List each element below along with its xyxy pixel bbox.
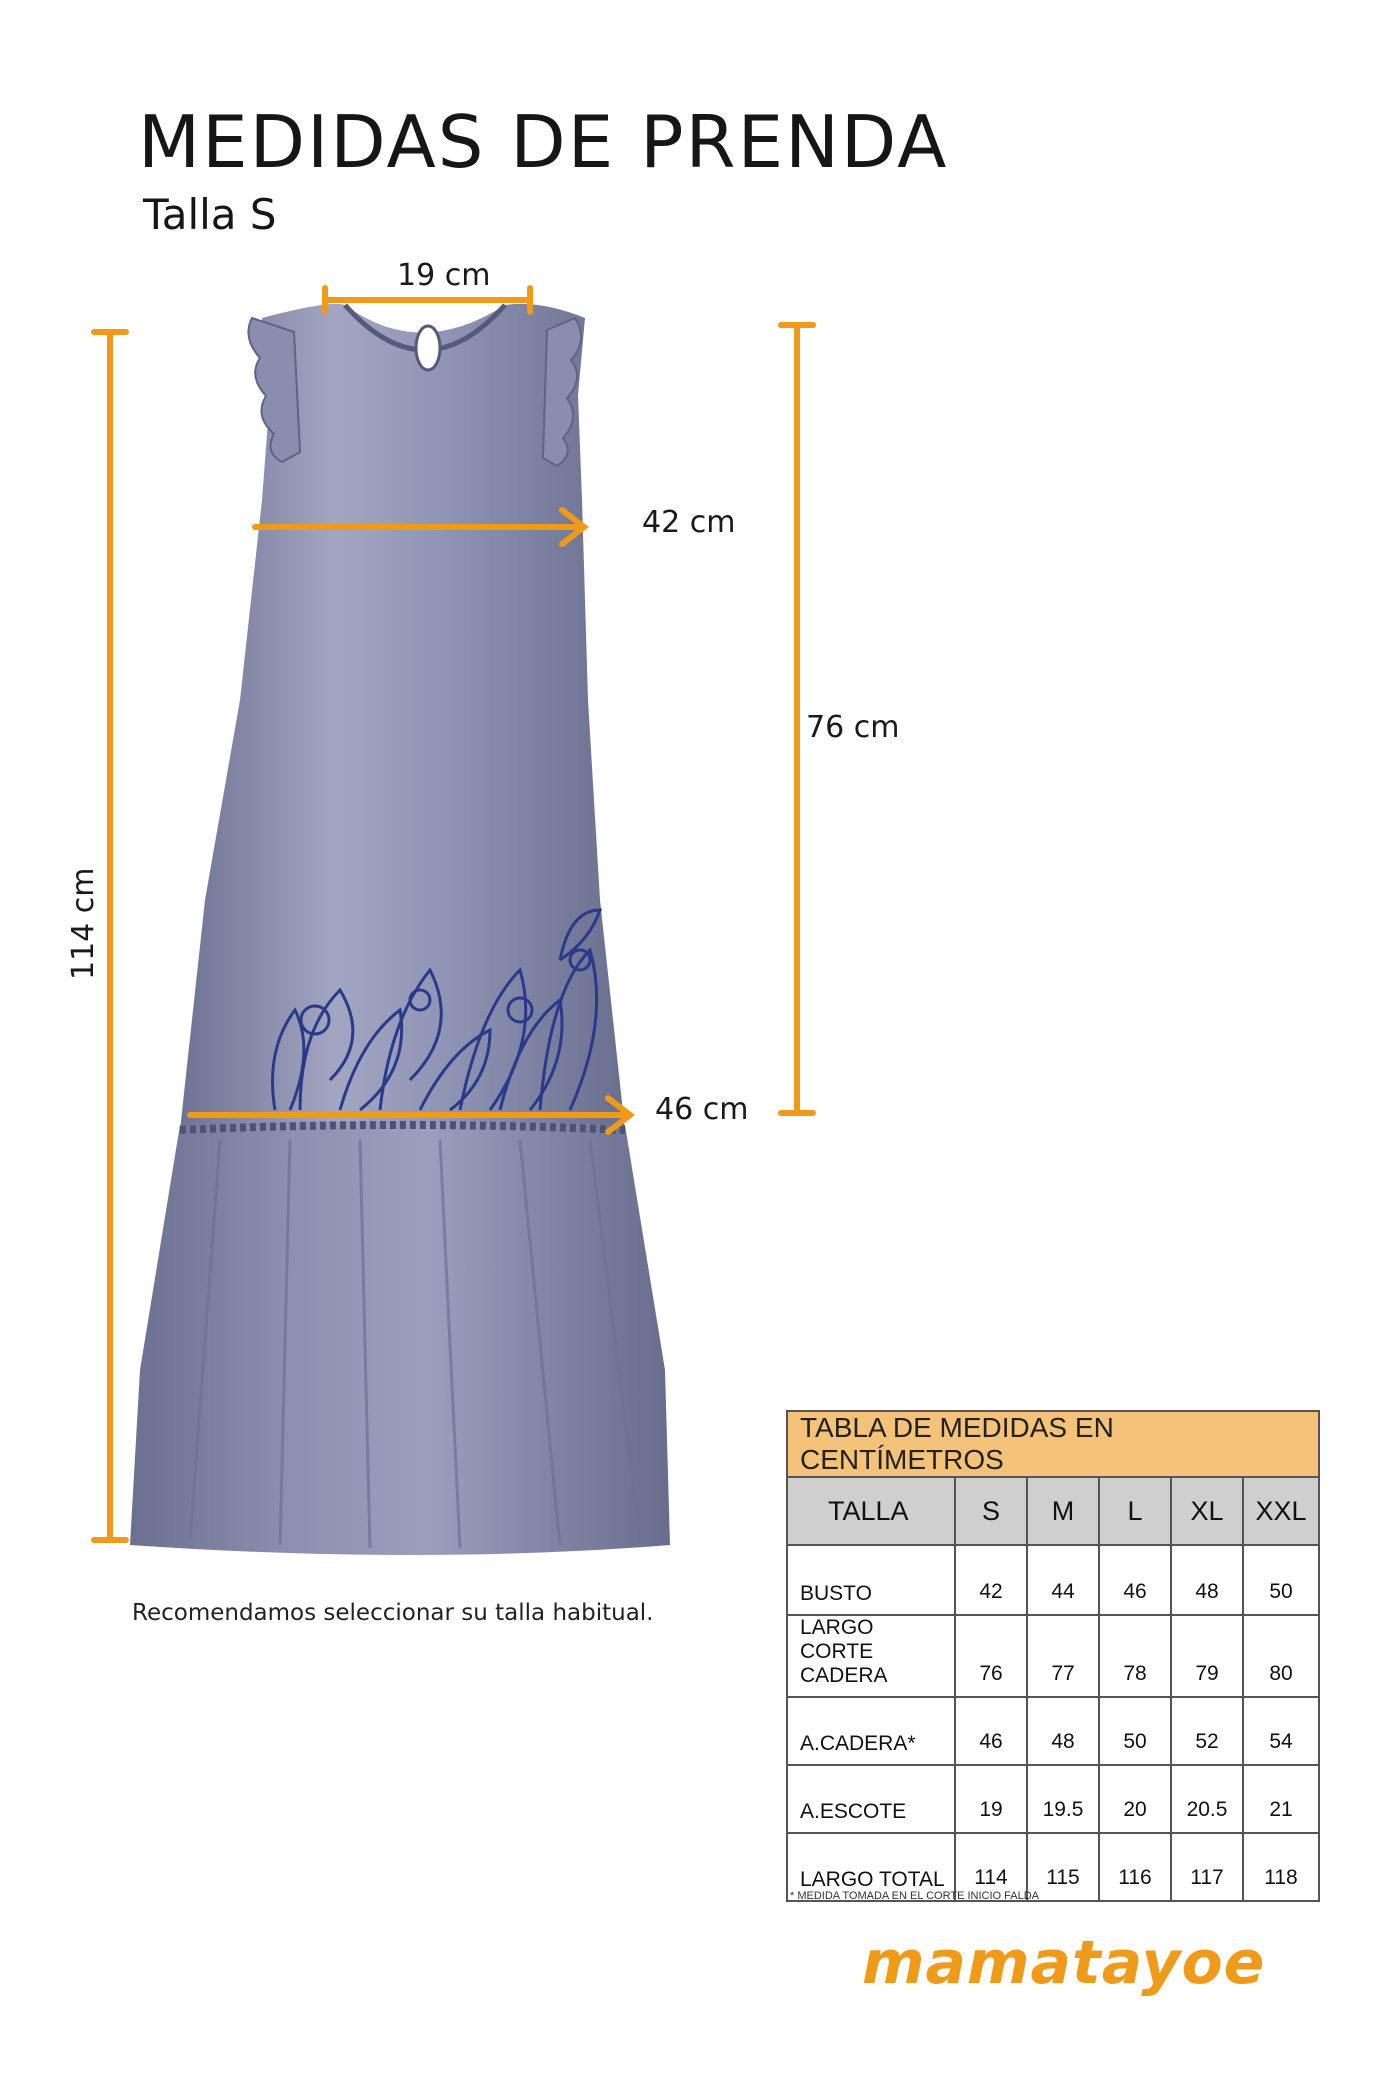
table-caption: TABLA DE MEDIDAS EN CENTÍMETROS bbox=[787, 1411, 1319, 1477]
table-header-row bbox=[787, 1477, 1319, 1545]
table-cell: 115 bbox=[1027, 1833, 1099, 1901]
page-title: MEDIDAS DE PRENDA bbox=[138, 100, 949, 184]
table-cell: 20.5 bbox=[1171, 1765, 1243, 1833]
table-cell: 48 bbox=[1171, 1545, 1243, 1615]
table-cell: 42 bbox=[955, 1545, 1027, 1615]
size-subtitle: Talla S bbox=[143, 190, 277, 239]
table-cell: 52 bbox=[1171, 1697, 1243, 1765]
header-cell: L bbox=[1099, 1477, 1171, 1545]
table-cell: 114 bbox=[955, 1833, 1027, 1901]
table-cell: 46 bbox=[1099, 1545, 1171, 1615]
header-cell: XL bbox=[1171, 1477, 1243, 1545]
hip-measurement: 46 cm bbox=[655, 1092, 749, 1127]
table-cell: 21 bbox=[1243, 1765, 1319, 1833]
table-cell: 117 bbox=[1171, 1833, 1243, 1901]
table-cell: 19 bbox=[955, 1765, 1027, 1833]
header-cell: XXL bbox=[1243, 1477, 1319, 1545]
brand-logo: mamatayoe bbox=[862, 1928, 1266, 1998]
table-row bbox=[787, 1545, 1319, 1615]
table-cell: 19.5 bbox=[1027, 1765, 1099, 1833]
neck-measurement: 19 cm bbox=[397, 258, 491, 293]
table-cell: 80 bbox=[1243, 1615, 1319, 1697]
table-cell: 79 bbox=[1171, 1615, 1243, 1697]
table-row bbox=[787, 1765, 1319, 1833]
row-label: LARGO TOTAL bbox=[787, 1833, 955, 1901]
hip-length-measurement: 76 cm bbox=[806, 710, 900, 745]
table-cell: 116 bbox=[1099, 1833, 1171, 1901]
table-cell: 54 bbox=[1243, 1697, 1319, 1765]
header-cell: TALLA bbox=[787, 1477, 955, 1545]
table-cell: 118 bbox=[1243, 1833, 1319, 1901]
skirt bbox=[130, 1122, 670, 1556]
table-cell: 50 bbox=[1243, 1545, 1319, 1615]
header-cell: M bbox=[1027, 1477, 1099, 1545]
header-cell: S bbox=[955, 1477, 1027, 1545]
table-cell: 50 bbox=[1099, 1697, 1171, 1765]
total-length-measurement: 114 cm bbox=[66, 867, 101, 980]
row-label: A.ESCOTE bbox=[787, 1765, 955, 1833]
size-chart-table bbox=[786, 1410, 1320, 1902]
bust-measurement: 42 cm bbox=[642, 505, 736, 540]
table-cell: 48 bbox=[1027, 1697, 1099, 1765]
table-cell: 76 bbox=[955, 1615, 1027, 1697]
table-cell: 78 bbox=[1099, 1615, 1171, 1697]
table-cell: 46 bbox=[955, 1697, 1027, 1765]
left-ruffle bbox=[248, 318, 300, 462]
row-label: LARGO CORTE CADERA bbox=[787, 1615, 955, 1697]
table-cell: 77 bbox=[1027, 1615, 1099, 1697]
table-row bbox=[787, 1615, 1319, 1697]
table-cell: 44 bbox=[1027, 1545, 1099, 1615]
table-cell: 20 bbox=[1099, 1765, 1171, 1833]
table-row bbox=[787, 1697, 1319, 1765]
row-label: BUSTO bbox=[787, 1545, 955, 1615]
size-recommendation-note: Recomendamos seleccionar su talla habitual. bbox=[132, 1600, 654, 1626]
table-footnote: * MEDIDA TOMADA EN EL CORTE INICIO FALDA bbox=[790, 1890, 1039, 1902]
row-label: A.CADERA* bbox=[787, 1697, 955, 1765]
